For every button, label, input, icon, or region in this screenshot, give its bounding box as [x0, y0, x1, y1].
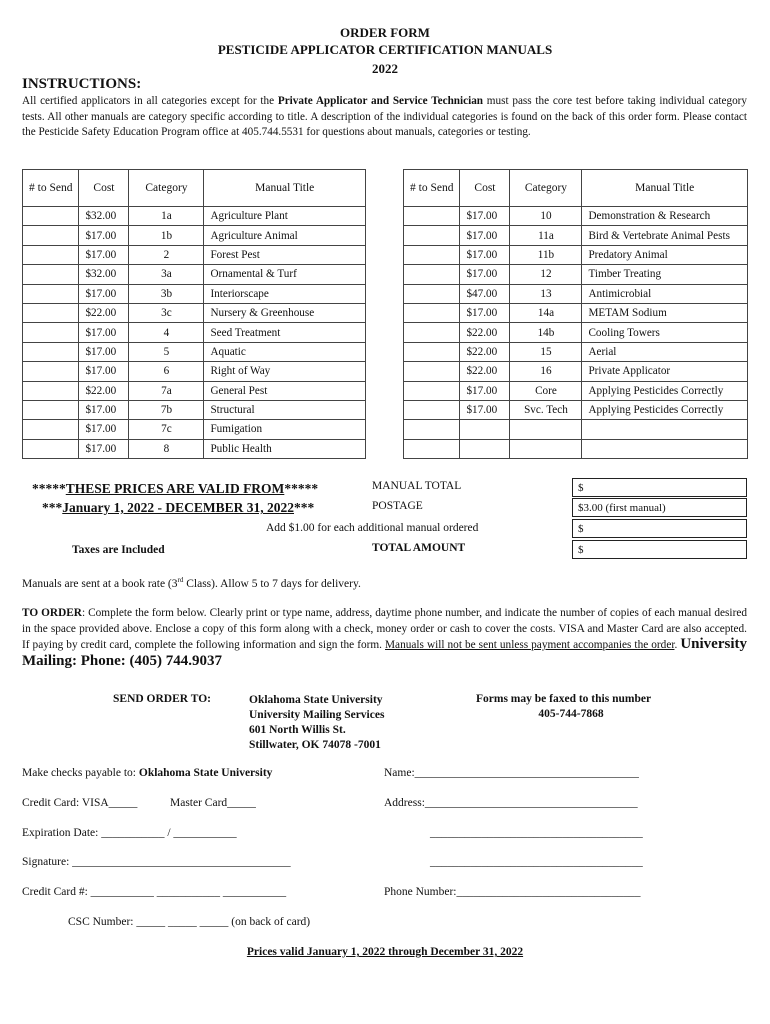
manual-total-field[interactable]: $ [572, 478, 747, 497]
instructions-text: All certified applicators in all categories except for the Private Applicator and Service Technician must pass the core test before taking individual category tests. All other manuals are category specific according to title. A description of the individual categories is found on the back of this order form. Please contact the Pesticide Safety Education Program office at 405.744.5531 for questions about manuals, categories or testing. [22, 95, 748, 138]
category-cell: 13 [510, 284, 582, 303]
additional-manual-note: Add $1.00 for each additional manual ordered [266, 522, 479, 534]
csc-field[interactable]: CSC Number: _____ _____ _____ (on back of card) [68, 916, 311, 928]
category-cell [510, 439, 582, 458]
price-banner-line1: *****THESE PRICES ARE VALID FROM***** [32, 481, 319, 496]
send-qty-cell[interactable] [23, 265, 79, 284]
send-qty-cell[interactable] [404, 284, 460, 303]
cost-cell: $22.00 [460, 342, 510, 361]
manuals-table-right [403, 169, 748, 459]
category-cell: 7b [129, 400, 204, 419]
send-qty-cell[interactable] [23, 323, 79, 342]
col-cost: Cost [79, 170, 129, 207]
cost-cell: $32.00 [79, 207, 129, 226]
name-field[interactable]: Name:_______________________________________ [384, 767, 639, 779]
send-qty-cell[interactable] [23, 226, 79, 245]
category-cell: Core [510, 381, 582, 400]
title-cell: General Pest [204, 381, 366, 400]
table-row [23, 342, 366, 361]
send-qty-cell[interactable] [23, 400, 79, 419]
category-cell: 3c [129, 303, 204, 322]
category-cell: Svc. Tech [510, 400, 582, 419]
send-qty-cell[interactable] [23, 342, 79, 361]
fax-label: Forms may be faxed to this number [476, 693, 652, 705]
title-cell: Predatory Animal [582, 245, 748, 264]
footer-validity: Prices valid January 1, 2022 through December 31, 2022 [246, 946, 524, 958]
table-row [404, 439, 748, 458]
table-row [23, 245, 366, 264]
category-cell: 1b [129, 226, 204, 245]
table-row [23, 207, 366, 226]
send-qty-cell[interactable] [23, 284, 79, 303]
title-cell [582, 439, 748, 458]
title-cell: Aerial [582, 342, 748, 361]
col-send: # to Send [23, 170, 79, 207]
col-category: Category [510, 170, 582, 207]
send-qty-cell[interactable] [23, 303, 79, 322]
university-mailing-phone: University Mailing: Phone: (405) 744.9037 [22, 636, 747, 669]
table-row [404, 207, 748, 226]
category-cell: 4 [129, 323, 204, 342]
title-cell: Interiorscape [204, 284, 366, 303]
category-cell: 15 [510, 342, 582, 361]
category-cell: 14a [510, 303, 582, 322]
postage-field[interactable]: $3.00 (first manual) [572, 498, 747, 517]
table-row [23, 439, 366, 458]
title-cell: Bird & Vertebrate Animal Pests [582, 226, 748, 245]
table-row [23, 400, 366, 419]
col-cost: Cost [460, 170, 510, 207]
table-row [404, 284, 748, 303]
address-field[interactable]: Address:_____________________________________ [384, 797, 638, 809]
phone-field[interactable]: Phone Number:________________________________ [384, 886, 641, 898]
cost-cell: $17.00 [79, 323, 129, 342]
table-row [23, 226, 366, 245]
category-cell: 3b [129, 284, 204, 303]
table-row [23, 420, 366, 439]
title-cell: Forest Pest [204, 245, 366, 264]
fax-number: 405-744-7868 [538, 708, 604, 720]
additional-field[interactable]: $ [572, 519, 747, 538]
table-row [23, 265, 366, 284]
category-cell: 11b [510, 245, 582, 264]
category-cell: 8 [129, 439, 204, 458]
send-qty-cell[interactable] [23, 245, 79, 264]
send-qty-cell[interactable] [23, 362, 79, 381]
total-amount-label: TOTAL AMOUNT [372, 542, 466, 554]
table-row [404, 400, 748, 419]
form-year: 2022 [372, 61, 398, 76]
table-row [23, 381, 366, 400]
table-row [23, 362, 366, 381]
category-cell: 12 [510, 265, 582, 284]
mastercard-field[interactable]: Master Card_____ [170, 797, 256, 809]
cost-cell: $17.00 [79, 400, 129, 419]
form-subtitle: PESTICIDE APPLICATOR CERTIFICATION MANUALS [217, 42, 553, 57]
address-field-line3[interactable]: _____________________________________ [430, 856, 643, 868]
title-cell: Structural [204, 400, 366, 419]
send-qty-cell[interactable] [404, 439, 460, 458]
cost-cell: $17.00 [460, 226, 510, 245]
cost-cell: $17.00 [79, 420, 129, 439]
table-row [404, 303, 748, 322]
cost-cell: $17.00 [79, 342, 129, 361]
title-cell: Seed Treatment [204, 323, 366, 342]
title-cell: Antimicrobial [582, 284, 748, 303]
to-order-paragraph: TO ORDER: Complete the form below. Clearly print or type name, address, daytime phone number, and indicate the number of copies of each manual desired in the space provided above. Enclose a copy of this form along with a check, money order or cash to cover the costs. VISA and Master Card are also accepted. If paying by credit card, complete the following information and sign the form. Manuals will not be sent unless payment accompanies the order. University Mailing: Phone: (405) 744.9037 [22, 607, 747, 669]
cost-cell: $47.00 [460, 284, 510, 303]
title-cell: Cooling Towers [582, 323, 748, 342]
send-qty-cell[interactable] [404, 323, 460, 342]
manual-total-label: MANUAL TOTAL [372, 480, 462, 492]
title-cell: Nursery & Greenhouse [204, 303, 366, 322]
cost-cell [460, 439, 510, 458]
table-row [404, 420, 748, 439]
table-row [23, 284, 366, 303]
category-cell: 16 [510, 362, 582, 381]
address-field-line2[interactable]: _____________________________________ [430, 827, 643, 839]
checks-payable: Make checks payable to: Oklahoma State University [22, 767, 273, 779]
category-cell: 7c [129, 420, 204, 439]
title-cell: Applying Pesticides Correctly [582, 381, 748, 400]
table-row [404, 362, 748, 381]
category-cell: 11a [510, 226, 582, 245]
title-cell: Ornamental & Turf [204, 265, 366, 284]
cost-cell: $17.00 [460, 245, 510, 264]
title-cell: Agriculture Animal [204, 226, 366, 245]
category-cell: 1a [129, 207, 204, 226]
send-qty-cell[interactable] [404, 400, 460, 419]
cost-cell: $22.00 [79, 303, 129, 322]
send-qty-cell[interactable] [404, 265, 460, 284]
cost-cell: $17.00 [79, 284, 129, 303]
table-row [404, 226, 748, 245]
title-cell: Private Applicator [582, 362, 748, 381]
cost-cell: $22.00 [460, 362, 510, 381]
category-cell: 10 [510, 207, 582, 226]
manuals-table-left [22, 169, 366, 459]
category-cell: 2 [129, 245, 204, 264]
col-category: Category [129, 170, 204, 207]
cost-cell: $22.00 [460, 323, 510, 342]
send-qty-cell[interactable] [404, 362, 460, 381]
title-cell: Timber Treating [582, 265, 748, 284]
col-send: # to Send [404, 170, 460, 207]
title-cell: METAM Sodium [582, 303, 748, 322]
cost-cell: $17.00 [460, 265, 510, 284]
address-line: University Mailing Services [249, 709, 385, 721]
send-qty-cell[interactable] [23, 381, 79, 400]
col-title: Manual Title [204, 170, 366, 207]
send-qty-cell[interactable] [23, 439, 79, 458]
mailing-address [249, 693, 384, 753]
send-qty-cell[interactable] [404, 420, 460, 439]
cost-cell: $17.00 [79, 245, 129, 264]
category-cell: 14b [510, 323, 582, 342]
title-cell: Applying Pesticides Correctly [582, 400, 748, 419]
address-line: 601 North Willis St. [249, 724, 346, 736]
table-row [404, 265, 748, 284]
send-qty-cell[interactable] [404, 381, 460, 400]
col-title: Manual Title [582, 170, 748, 207]
instructions-heading: INSTRUCTIONS: [22, 76, 142, 92]
cost-cell: $17.00 [460, 303, 510, 322]
category-cell: 6 [129, 362, 204, 381]
send-qty-cell[interactable] [404, 245, 460, 264]
table-row [404, 342, 748, 361]
signature-field[interactable]: Signature: ______________________________________ [22, 856, 291, 868]
category-cell: 3a [129, 265, 204, 284]
title-cell: Fumigation [204, 420, 366, 439]
send-qty-cell[interactable] [23, 207, 79, 226]
title-cell [582, 420, 748, 439]
send-qty-cell[interactable] [23, 420, 79, 439]
total-amount-field[interactable]: $ [572, 540, 747, 559]
postage-label: POSTAGE [372, 500, 423, 512]
taxes-note: Taxes are Included [72, 544, 165, 556]
title-cell: Aquatic [204, 342, 366, 361]
table-row [23, 323, 366, 342]
cost-cell: $32.00 [79, 265, 129, 284]
send-qty-cell[interactable] [404, 342, 460, 361]
cost-cell: $22.00 [79, 381, 129, 400]
category-cell [510, 420, 582, 439]
cost-cell: $17.00 [460, 381, 510, 400]
cost-cell: $17.00 [79, 226, 129, 245]
table-row [404, 245, 748, 264]
category-cell: 5 [129, 342, 204, 361]
address-line: Stillwater, OK 74078 -7001 [249, 739, 381, 751]
table-row [404, 381, 748, 400]
title-cell: Right of Way [204, 362, 366, 381]
cost-cell: $17.00 [79, 362, 129, 381]
category-cell: 7a [129, 381, 204, 400]
send-qty-cell[interactable] [404, 303, 460, 322]
title-cell: Demonstration & Research [582, 207, 748, 226]
table-row [23, 303, 366, 322]
title-cell: Agriculture Plant [204, 207, 366, 226]
cost-cell: $17.00 [460, 400, 510, 419]
cost-cell [460, 420, 510, 439]
expiration-field[interactable]: Expiration Date: ___________ / ___________ [22, 827, 237, 839]
send-qty-cell[interactable] [404, 226, 460, 245]
send-order-label: SEND ORDER TO: [113, 693, 211, 705]
credit-card-number-field[interactable]: Credit Card #: ___________ ___________ ___________ [22, 886, 287, 898]
title-cell: Public Health [204, 439, 366, 458]
form-title: ORDER FORM [340, 25, 430, 40]
delivery-note: Manuals are sent at a book rate (3rd Class). Allow 5 to 7 days for delivery. [22, 576, 361, 590]
cost-cell: $17.00 [79, 439, 129, 458]
address-line: Oklahoma State University [249, 694, 383, 706]
send-qty-cell[interactable] [404, 207, 460, 226]
cost-cell: $17.00 [460, 207, 510, 226]
price-banner-line2: ***January 1, 2022 - DECEMBER 31, 2022*** [42, 500, 315, 515]
visa-field[interactable]: Credit Card: VISA_____ [22, 797, 138, 809]
table-row [404, 323, 748, 342]
